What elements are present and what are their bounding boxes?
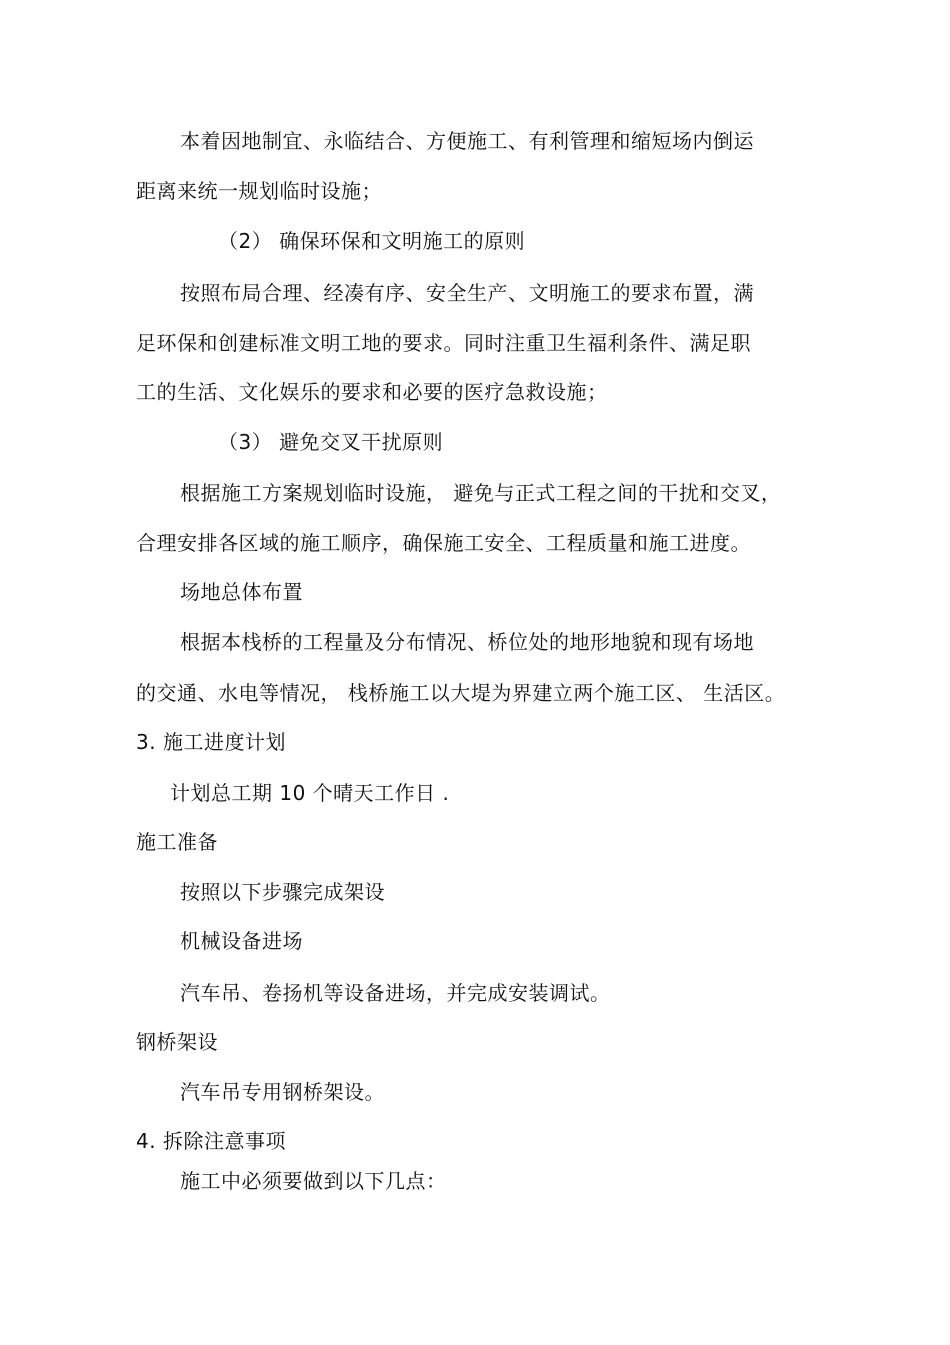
paragraph-line-12: 汽车吊、卷扬机等设备进场，并完成安装调试。	[180, 981, 611, 1005]
section-heading-demolition: 4. 拆除注意事项	[136, 1129, 286, 1153]
paragraph-line-14: 施工中必须要做到以下几点：	[180, 1169, 447, 1193]
subheading-preparation: 施工准备	[136, 830, 218, 854]
paragraph-line-5: 工的生活、文化娱乐的要求和必要的医疗急救设施；	[136, 380, 608, 404]
paragraph-line-6: 根据施工方案规划临时设施， 避免与正式工程之间的干扰和交叉，	[180, 481, 782, 505]
paragraph-line-1: 本着因地制宜、永临结合、方便施工、有利管理和缩短场内倒运	[180, 129, 754, 153]
subheading-bridge-erection: 钢桥架设	[136, 1030, 218, 1054]
paragraph-line-4: 足环保和创建标准文明工地的要求。同时注重卫生福利条件、满足职	[136, 331, 751, 355]
paragraph-line-10: 计划总工期 10 个晴天工作日 .	[170, 781, 450, 805]
paragraph-line-13: 汽车吊专用钢桥架设。	[180, 1080, 385, 1104]
section-heading-3: （3） 避免交叉干扰原则	[218, 430, 444, 454]
section-heading-2: （2） 确保环保和文明施工的原则	[218, 229, 526, 253]
paragraph-line-3: 按照布局合理、经凑有序、安全生产、文明施工的要求布置，满	[180, 281, 754, 305]
paragraph-line-11: 按照以下步骤完成架设	[180, 880, 385, 904]
subheading-equipment: 机械设备进场	[180, 929, 303, 953]
paragraph-line-2: 距离来统一规划临时设施；	[136, 179, 382, 203]
paragraph-line-8: 根据本栈桥的工程量及分布情况、桥位处的地形地貌和现有场地	[180, 630, 754, 654]
paragraph-line-9: 的交通、水电等情况， 栈桥施工以大堤为界建立两个施工区、 生活区。	[136, 681, 786, 705]
section-heading-schedule: 3. 施工进度计划	[136, 730, 286, 754]
paragraph-line-7: 合理安排各区域的施工顺序，确保施工安全、工程质量和施工进度。	[136, 531, 751, 555]
subheading-site-layout: 场地总体布置	[180, 580, 303, 604]
